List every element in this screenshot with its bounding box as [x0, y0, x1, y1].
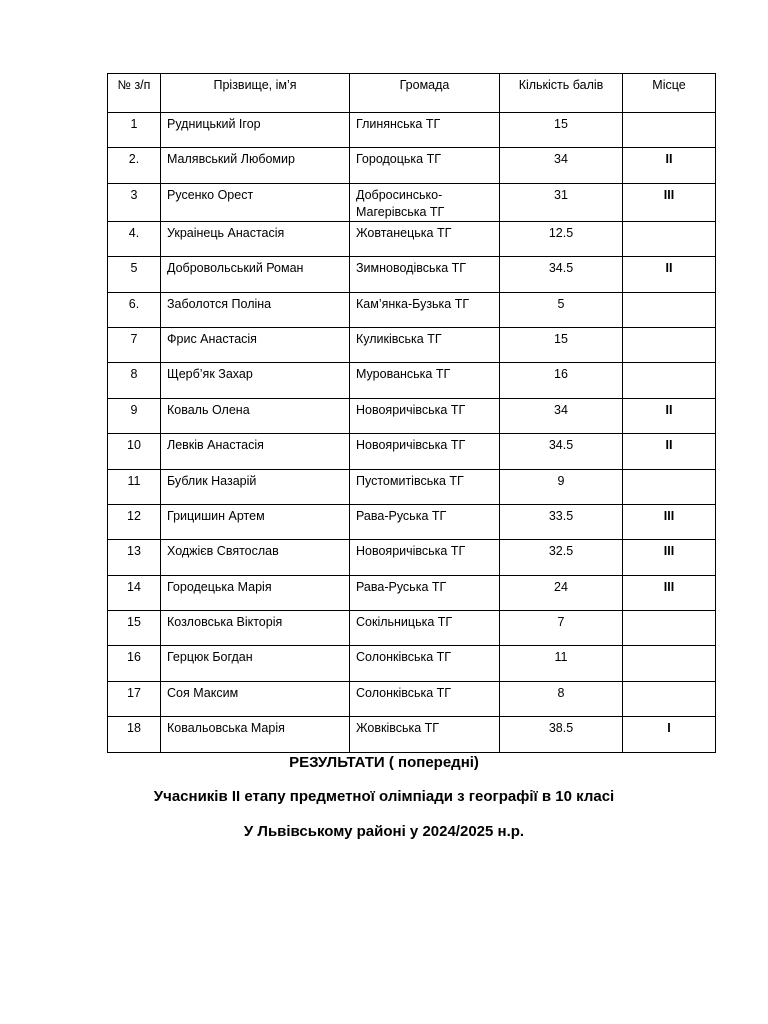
table-row: [108, 327, 716, 362]
cell-score: 7: [500, 611, 623, 646]
table-row: [108, 183, 716, 221]
cell-score: 31: [500, 183, 623, 221]
cell-place: [623, 292, 716, 327]
header-num: № з/п: [108, 74, 161, 113]
cell-num: 4.: [108, 221, 161, 256]
table-row: [108, 292, 716, 327]
cell-score: 15: [500, 327, 623, 362]
table-body: [108, 113, 716, 753]
cell-place: [623, 363, 716, 398]
cell-score: 34: [500, 148, 623, 183]
cell-num: 14: [108, 575, 161, 610]
cell-gromada: Новояричівська ТГ: [350, 398, 500, 433]
cell-name: Малявський Любомир: [161, 148, 350, 183]
cell-place: ІІ: [623, 434, 716, 469]
cell-num: 13: [108, 540, 161, 575]
cell-num: 5: [108, 257, 161, 292]
results-table: [107, 73, 716, 753]
cell-place: І: [623, 717, 716, 752]
cell-place: [623, 611, 716, 646]
cell-score: 16: [500, 363, 623, 398]
cell-name: Рудницький Ігор: [161, 113, 350, 148]
table-row: [108, 504, 716, 539]
cell-place: ІІ: [623, 257, 716, 292]
results-title: РЕЗУЛЬТАТИ ( попередні): [289, 754, 479, 771]
cell-score: 33.5: [500, 504, 623, 539]
table-row: [108, 363, 716, 398]
cell-name: Ходжієв Святослав: [161, 540, 350, 575]
cell-num: 9: [108, 398, 161, 433]
cell-name: Русенко Орест: [161, 183, 350, 221]
cell-score: 15: [500, 113, 623, 148]
cell-place: [623, 221, 716, 256]
header-name: Прізвище, ім’я: [161, 74, 350, 113]
cell-name: Городецька Марія: [161, 575, 350, 610]
results-district-year: У Львівському районі у 2024/2025 н.р.: [243, 823, 525, 840]
table-header-row: [108, 74, 716, 113]
table-row: [108, 717, 716, 752]
cell-score: 32.5: [500, 540, 623, 575]
cell-name: Украінець Анастасія: [161, 221, 350, 256]
cell-place: ІІ: [623, 148, 716, 183]
cell-score: 11: [500, 646, 623, 681]
cell-place: [623, 469, 716, 504]
header-place: Місце: [623, 74, 716, 113]
cell-name: Соя Максим: [161, 681, 350, 716]
cell-place: ІІ: [623, 398, 716, 433]
cell-score: 8: [500, 681, 623, 716]
cell-num: 11: [108, 469, 161, 504]
cell-gromada: Новояричівська ТГ: [350, 540, 500, 575]
cell-score: 34.5: [500, 257, 623, 292]
cell-name: Левків Анастасія: [161, 434, 350, 469]
table-row: [108, 575, 716, 610]
cell-num: 10: [108, 434, 161, 469]
cell-score: 38.5: [500, 717, 623, 752]
cell-place: ІІІ: [623, 183, 716, 221]
cell-gromada: Зимноводівська ТГ: [350, 257, 500, 292]
cell-place: [623, 681, 716, 716]
table-row: [108, 646, 716, 681]
cell-gromada: Солонківська ТГ: [350, 646, 500, 681]
cell-num: 15: [108, 611, 161, 646]
cell-score: 12.5: [500, 221, 623, 256]
table-row: [108, 148, 716, 183]
cell-num: 16: [108, 646, 161, 681]
cell-name: Грицишин Артем: [161, 504, 350, 539]
cell-name: Коваль Олена: [161, 398, 350, 433]
cell-name: Бублик Назарій: [161, 469, 350, 504]
table-row: [108, 611, 716, 646]
cell-num: 7: [108, 327, 161, 362]
cell-score: 5: [500, 292, 623, 327]
cell-gromada: Кам’янка-Бузька ТГ: [350, 292, 500, 327]
cell-gromada: Рава-Руська ТГ: [350, 575, 500, 610]
table-row: [108, 540, 716, 575]
cell-gromada: Рава-Руська ТГ: [350, 504, 500, 539]
cell-gromada: Жовківська ТГ: [350, 717, 500, 752]
cell-score: 24: [500, 575, 623, 610]
table-row: [108, 434, 716, 469]
cell-num: 17: [108, 681, 161, 716]
cell-place: [623, 327, 716, 362]
cell-gromada: Городоцька ТГ: [350, 148, 500, 183]
cell-place: ІІІ: [623, 504, 716, 539]
cell-place: [623, 113, 716, 148]
cell-num: 6.: [108, 292, 161, 327]
cell-gromada: Добросинсько-Магерівська ТГ: [350, 183, 500, 221]
table-row: [108, 398, 716, 433]
cell-place: [623, 646, 716, 681]
cell-gromada: Жовтанецька ТГ: [350, 221, 500, 256]
cell-gromada: Глинянська ТГ: [350, 113, 500, 148]
cell-num: 12: [108, 504, 161, 539]
cell-num: 8: [108, 363, 161, 398]
cell-num: 18: [108, 717, 161, 752]
cell-gromada: Пустомитівська ТГ: [350, 469, 500, 504]
table-row: [108, 469, 716, 504]
cell-num: 2.: [108, 148, 161, 183]
results-subtitle: Учасників ІІ етапу предметної олімпіади з географії в 10 класі: [153, 788, 615, 805]
cell-name: Щерб’як Захар: [161, 363, 350, 398]
cell-name: Добровольський Роман: [161, 257, 350, 292]
cell-place: ІІІ: [623, 575, 716, 610]
cell-name: Фрис Анастасія: [161, 327, 350, 362]
cell-score: 9: [500, 469, 623, 504]
cell-gromada: Сокільницька ТГ: [350, 611, 500, 646]
cell-score: 34.5: [500, 434, 623, 469]
cell-gromada: Солонківська ТГ: [350, 681, 500, 716]
cell-name: Ковальовська Марія: [161, 717, 350, 752]
cell-score: 34: [500, 398, 623, 433]
table-row: [108, 221, 716, 256]
cell-num: 1: [108, 113, 161, 148]
cell-gromada: Новояричівська ТГ: [350, 434, 500, 469]
cell-num: 3: [108, 183, 161, 221]
cell-place: ІІІ: [623, 540, 716, 575]
cell-name: Козловська Вікторія: [161, 611, 350, 646]
cell-gromada: Мурованська ТГ: [350, 363, 500, 398]
cell-gromada: Куликівська ТГ: [350, 327, 500, 362]
cell-name: Заболотся Поліна: [161, 292, 350, 327]
header-score: Кількість балів: [500, 74, 623, 113]
table-row: [108, 113, 716, 148]
cell-name: Герцюк Богдан: [161, 646, 350, 681]
table-row: [108, 257, 716, 292]
header-gromada: Громада: [350, 74, 500, 113]
table-row: [108, 681, 716, 716]
